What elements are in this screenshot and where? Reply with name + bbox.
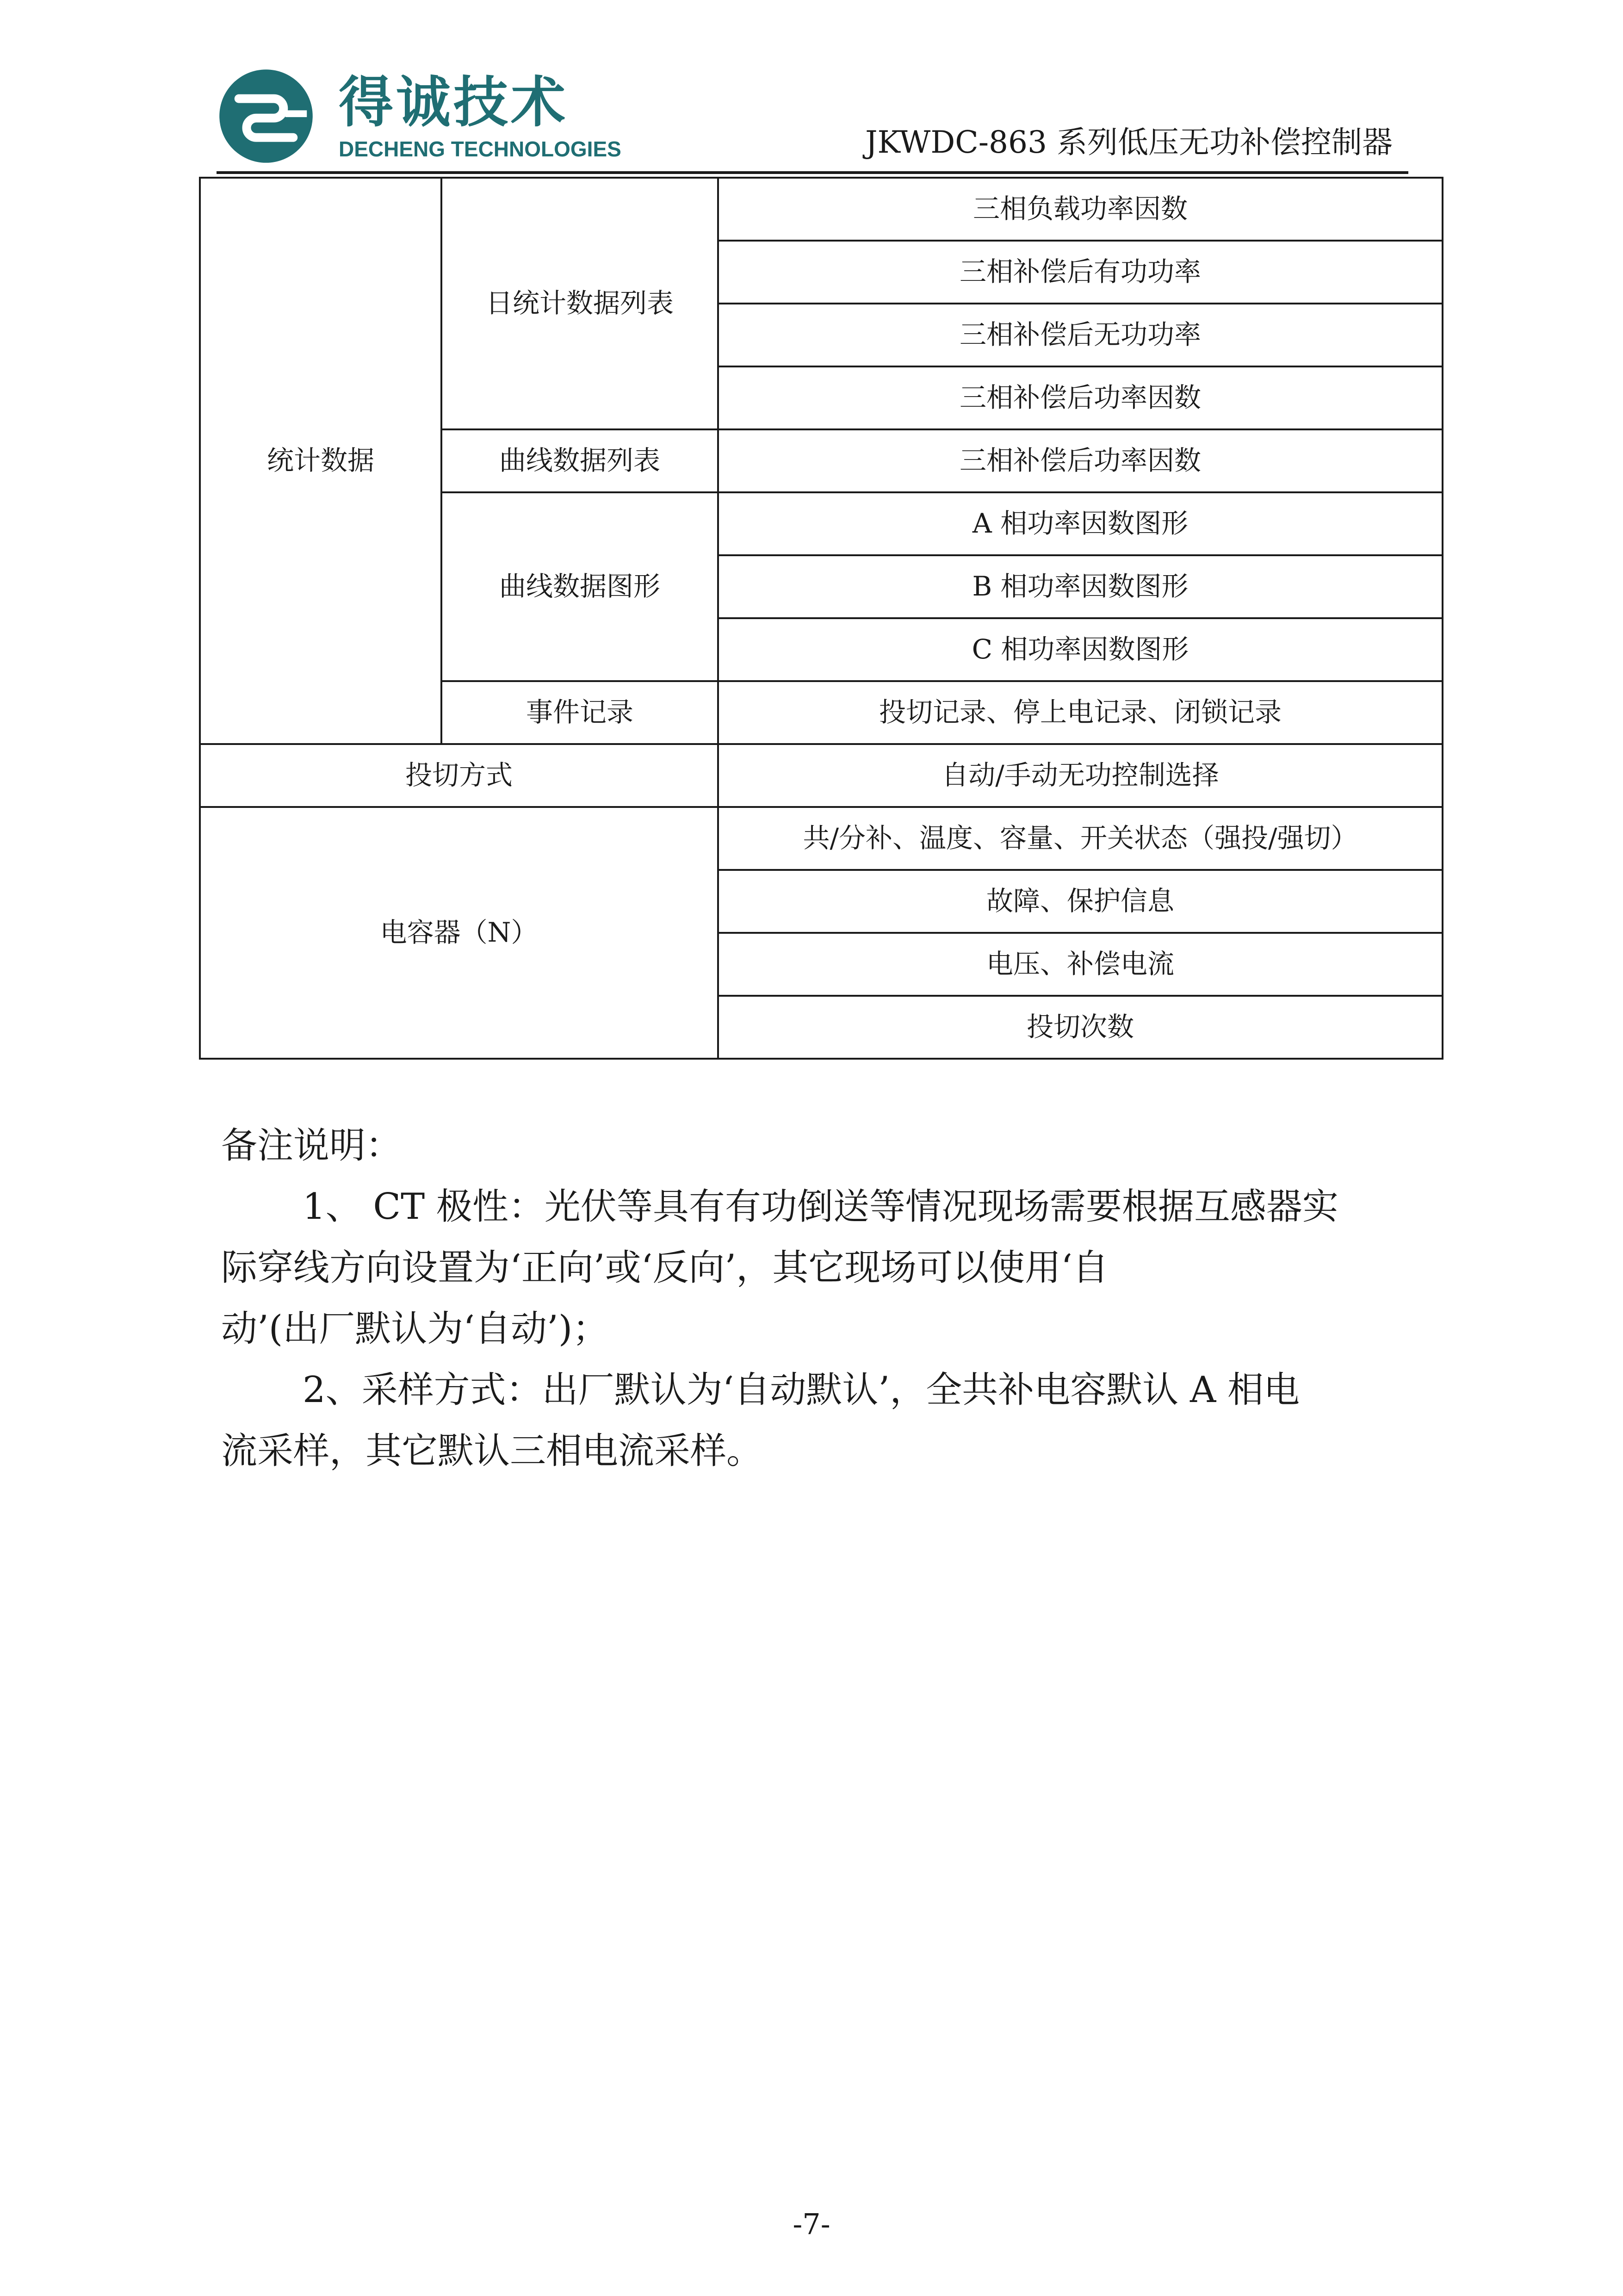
notes-heading: 备注说明： [221,1125,402,1167]
daily-item: 三相补偿后功率因数 [718,366,1443,429]
note-line: 际穿线方向设置为‘正向’或‘反向’，其它现场可以使用‘自 [221,1247,1109,1289]
event-item: 投切记录、停上电记录、闭锁记录 [718,681,1443,744]
note-line: 1、 CT 极性：光伏等具有有功倒送等情况现场需要根据互感器实 [303,1186,1338,1228]
decheng-logo-icon [217,68,315,165]
switch-mode-item: 自动/手动无功控制选择 [718,744,1443,807]
capacitor-item: 投切次数 [718,996,1443,1059]
table-row [200,178,1443,241]
switch-mode-cell: 投切方式 [200,744,718,807]
page-number: -7- [793,2207,830,2241]
note-line: 流采样，其它默认三相电流采样。 [221,1430,763,1472]
capacitor-item: 共/分补、温度、容量、开关状态（强投/强切） [718,807,1443,870]
event-cell: 事件记录 [441,681,718,744]
logo-english-name: DECHENG TECHNOLOGIES [339,137,621,161]
stat-data-cell: 统计数据 [200,178,441,744]
curve-graph-item: C 相功率因数图形 [718,618,1443,681]
note-line: 2、采样方式：出厂默认为‘自动默认’，全共补电容默认 A 相电 [303,1369,1300,1411]
capacitor-item: 故障、保护信息 [718,870,1443,933]
parameter-table [199,177,1443,1060]
document-title: JKWDC-863 系列低压无功补偿控制器 [865,124,1393,160]
notes-section [221,1115,1424,1482]
company-logo [217,63,634,174]
curve-graph-cell: 曲线数据图形 [441,492,718,681]
logo-chinese-name: 得诚技术 [339,70,569,134]
daily-item: 三相补偿后有功功率 [718,241,1443,304]
table-row [200,744,1443,807]
curve-list-cell: 曲线数据列表 [441,429,718,492]
daily-item: 三相负载功率因数 [718,178,1443,241]
curve-list-item: 三相补偿后功率因数 [718,429,1443,492]
capacitor-item: 电压、补偿电流 [718,933,1443,996]
capacitor-cell: 电容器（N） [200,807,718,1059]
curve-graph-item: A 相功率因数图形 [718,492,1443,555]
table-row [200,807,1443,870]
header-divider [217,171,1408,174]
curve-graph-item: B 相功率因数图形 [718,555,1443,618]
daily-item: 三相补偿后无功功率 [718,304,1443,366]
note-line: 动’(出厂默认为‘自动’)； [221,1308,609,1350]
daily-list-cell: 日统计数据列表 [441,178,718,429]
